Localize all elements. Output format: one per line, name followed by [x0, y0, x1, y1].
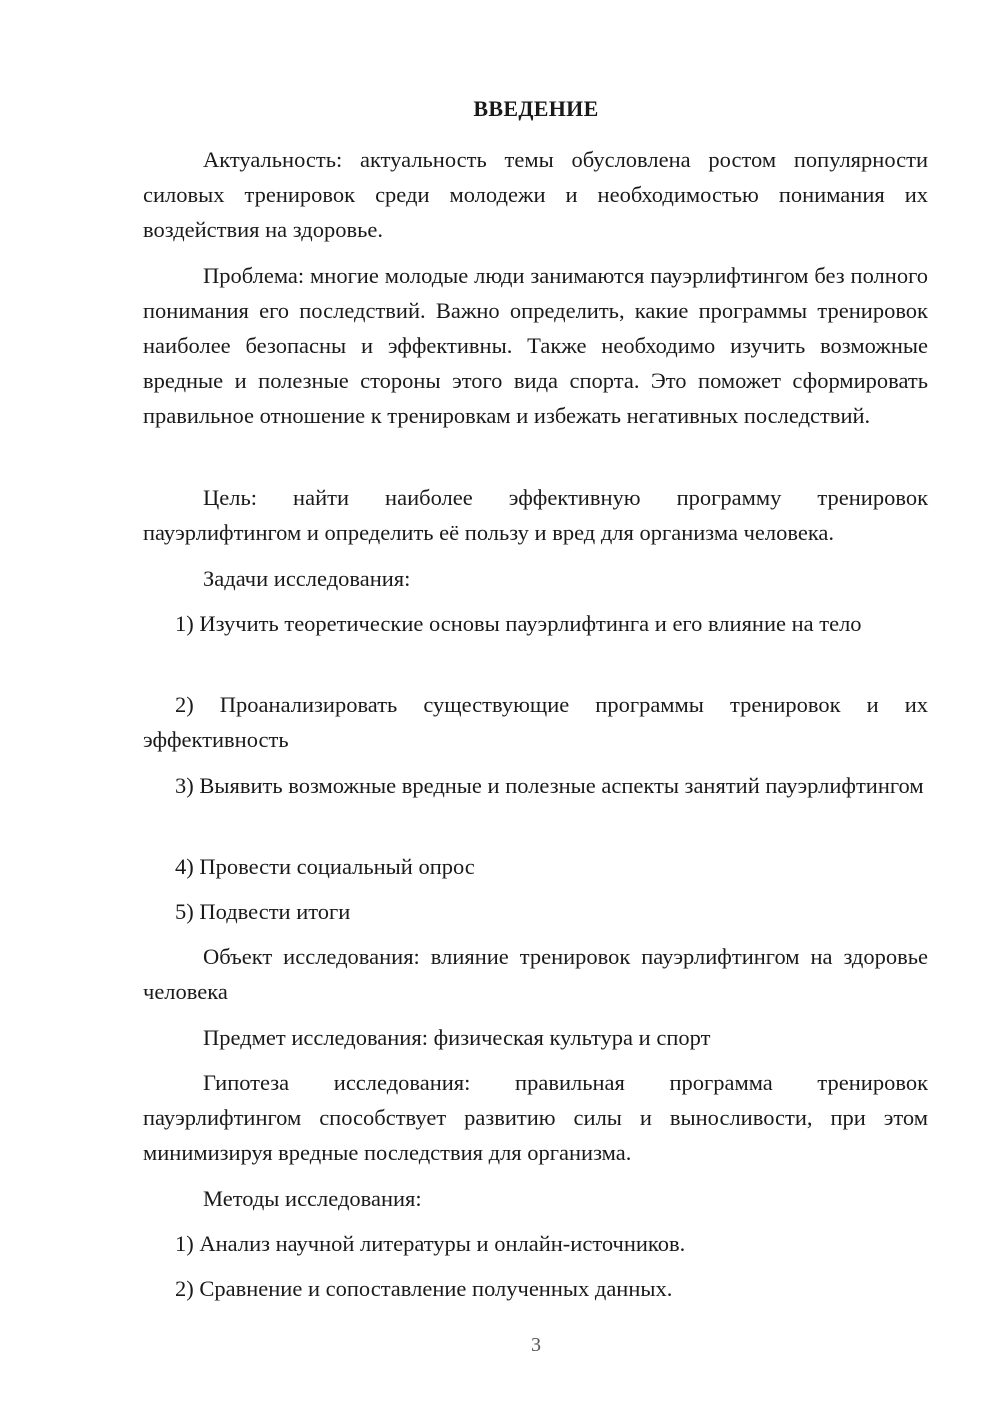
task-item-1: 1) Изучить теоретические основы пауэрлифтинга и его влияние на тело [175, 611, 862, 636]
methods-heading: Методы исследования: [203, 1186, 422, 1211]
method-item-1: 1) Анализ научной литературы и онлайн-источников. [175, 1231, 686, 1256]
document-title: ВВЕДЕНИЕ [473, 96, 599, 121]
page-number: 3 [531, 1334, 541, 1356]
subject-paragraph: Предмет исследования: физическая культура и спорт [203, 1025, 711, 1050]
task-item-3: 3) Выявить возможные вредные и полезные аспекты занятий пауэрлифтингом [175, 773, 924, 798]
task-item-2: 2) Проанализировать существующие программы тренировок и их эффективность [143, 692, 928, 752]
hypothesis-paragraph: Гипотеза исследования: правильная программа тренировок пауэрлифтингом способствует развитию силы и выносливости, при этом минимизируя вредные последствия для организма. [143, 1070, 928, 1165]
relevance-paragraph: Актуальность: актуальность темы обусловлена ростом популярности силовых тренировок среди молодежи и необходимостью понимания их воздействия на здоровье. [143, 147, 928, 242]
goal-paragraph: Цель: найти наиболее эффективную программу тренировок пауэрлифтингом и определить её пользу и вред для организма человека. [143, 485, 928, 545]
method-item-2: 2) Сравнение и сопоставление полученных данных. [175, 1276, 673, 1301]
object-paragraph: Объект исследования: влияние тренировок пауэрлифтингом на здоровье человека [143, 944, 928, 1004]
problem-paragraph: Проблема: многие молодые люди занимаются пауэрлифтингом без полного понимания его последствий. Важно определить, какие программы тренировок наиболее безопасны и эффективны. Также необходимо изучить возможные вредные и полезные стороны этого вида спорта. Это поможет сформировать правильное отношение к тренировкам и избежать негативных последствий. [143, 263, 928, 428]
tasks-heading: Задачи исследования: [203, 566, 411, 591]
task-item-5: 5) Подвести итоги [175, 899, 351, 924]
task-item-4: 4) Провести социальный опрос [175, 854, 475, 879]
